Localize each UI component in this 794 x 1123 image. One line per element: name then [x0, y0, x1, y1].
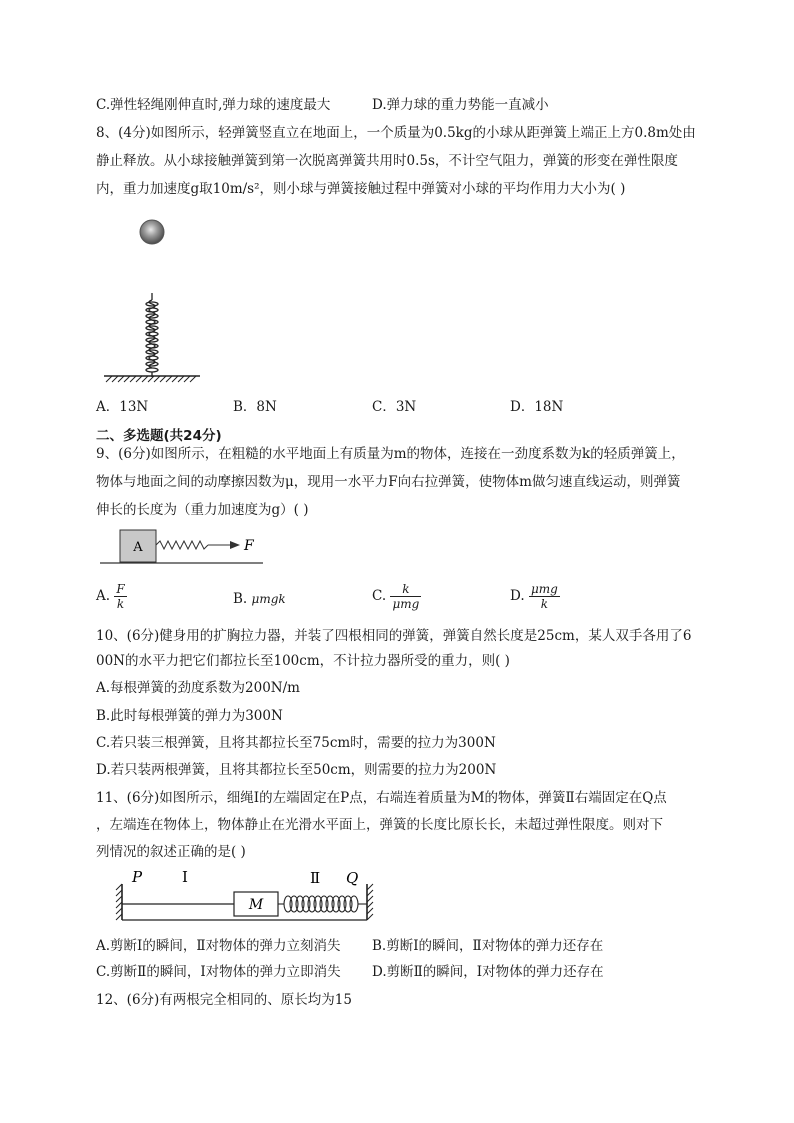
q7-option-c: C.弹性轻绳刚伸直时,弹力球的速度最大: [96, 97, 331, 113]
q11-option-c: C.剪断Ⅱ的瞬间，Ⅰ对物体的弹力立即消失: [96, 964, 341, 980]
q9-stem-line2: 物体与地面之间的动摩擦因数为μ，现用一水平力F向右拉弹簧，使物体m做匀速直线运动，则弹簧: [96, 474, 681, 490]
spring-ii-label: Ⅱ: [310, 869, 321, 887]
q8-option-b: B．8N: [233, 399, 277, 415]
q11-stem-line1: 11、(6分)如图所示，细绳Ⅰ的左端固定在P点，右端连着质量为M的物体，弹簧Ⅱ右端固定在Q点: [96, 790, 667, 806]
q11-option-a: A.剪断Ⅰ的瞬间，Ⅱ对物体的弹力立刻消失: [96, 938, 341, 954]
q9-option-b: B. μmgk: [233, 591, 286, 607]
q9-stem-line3: 伸长的长度为（重力加速度为g）( ): [96, 502, 309, 518]
point-q-label: Q: [346, 869, 359, 887]
q11-rope-mass-spring-figure: [106, 868, 381, 926]
q10-option-c: C.若只装三根弹簧，且将其都拉长至75cm时，需要的拉力为300N: [96, 735, 496, 751]
q8-stem-line1: 8、(4分)如图所示，轻弹簧竖直立在地面上，一个质量为0.5kg的小球从距弹簧上端正上方0.8m处由: [96, 125, 696, 141]
q12-stem-line1: 12、(6分)有两根完全相同的、原长均为15: [96, 992, 352, 1008]
left-wall-icon: [116, 884, 122, 920]
q9-stem-line1: 9、(6分)如图所示，在粗糙的水平地面上有质量为m的物体，连接在一劲度系数为k的轻质弹簧上，: [96, 446, 685, 462]
q9-option-d: D. $\frac{\text{μmg}}{k}$: [510, 582, 558, 611]
q11-option-b: B.剪断Ⅰ的瞬间，Ⅱ对物体的弹力还存在: [372, 938, 604, 954]
q11-stem-line2: ，左端连在物体上，物体静止在光滑水平面上，弹簧的长度比原长长，未超过弹性限度。则对下: [96, 817, 663, 833]
q11-stem-line3: 列情况的叙述正确的是( ): [96, 844, 246, 860]
coil-spring-icon: [278, 896, 367, 912]
q7-option-d: D.弹力球的重力势能一直减小: [372, 97, 549, 113]
q8-option-a: A．13N: [96, 399, 149, 415]
q8-stem-line2: 静止释放。从小球接触弹簧到第一次脱离弹簧共用时0.5s，不计空气阻力，弹簧的形变在弹性限度: [96, 153, 678, 169]
q10-option-a: A.每根弹簧的劲度系数为200N/m: [96, 680, 300, 696]
right-wall-icon: [367, 884, 373, 920]
q10-stem-line2: 00N的水平力把它们都拉长至100cm，不计拉力器所受的重力，则( ): [96, 653, 510, 669]
q8-option-c: C．3N: [372, 399, 417, 415]
arrow-right-icon: [230, 541, 240, 549]
q10-option-d: D.若只装两根弹簧，且将其都拉长至50cm，则需要的拉力为200N: [96, 762, 497, 778]
q10-option-b: B.此时每根弹簧的弹力为300N: [96, 708, 283, 724]
rope-i-label: Ⅰ: [182, 868, 188, 886]
q11-option-d: D.剪断Ⅱ的瞬间，Ⅰ对物体的弹力还存在: [372, 964, 604, 980]
force-f-label: F: [244, 538, 254, 554]
q9-option-a: A. $\frac{F}{k}$: [96, 582, 125, 611]
horizontal-spring-icon: [156, 541, 208, 549]
q9-block-spring-figure: [98, 526, 268, 571]
point-p-label: P: [132, 868, 143, 886]
q8-ball-spring-figure: [100, 210, 210, 385]
q10-stem-line1: 10、(6分)健身用的扩胸拉力器，并装了四根相同的弹簧，弹簧自然长度是25cm，某人双手各用了6: [96, 628, 692, 644]
section-title-multiple-choice: 二、多选题(共24分): [96, 428, 222, 444]
q9-option-c: C. $\frac{k}{\text{μmg}}$: [372, 582, 420, 611]
q8-stem-line3: 内，重力加速度g取10m/s²，则小球与弹簧接触过程中弹簧对小球的平均作用力大小为( ): [96, 181, 626, 197]
mass-m-label: M: [248, 897, 264, 913]
vertical-spring-icon: [146, 293, 158, 377]
ball-icon: [140, 220, 164, 244]
q8-option-d: D．18N: [510, 399, 564, 415]
block-a-label: A: [133, 540, 143, 555]
